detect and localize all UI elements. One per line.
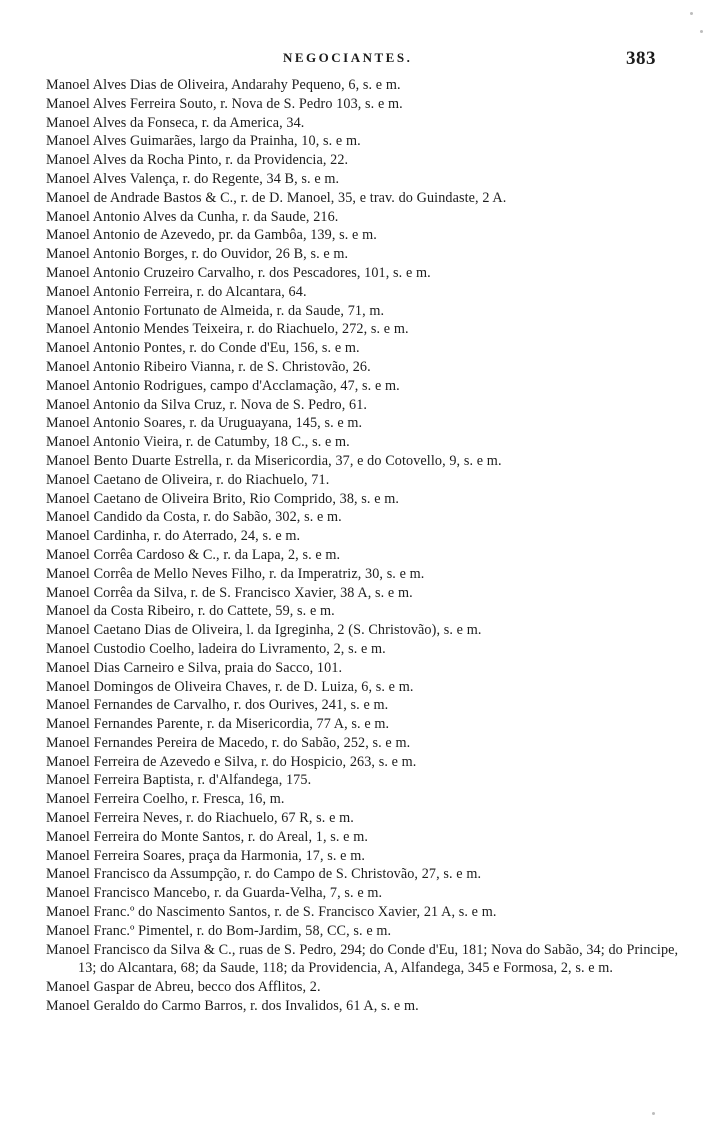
scan-speck: [700, 30, 703, 33]
list-item: Manoel Custodio Coelho, ladeira do Livramento, 2, s. e m.: [46, 640, 386, 657]
list-item: Manoel Alves da Fonseca, r. da America, 34.: [46, 114, 305, 131]
list-item: Manoel Antonio Soares, r. da Uruguayana, 145, s. e m.: [46, 415, 363, 432]
scan-speck: [652, 1112, 655, 1115]
list-item: Manoel Francisco Mancebo, r. da Guarda-Velha, 7, s. e m.: [46, 885, 383, 902]
running-head: [0, 48, 714, 72]
list-item: Manoel da Costa Ribeiro, r. do Cattete, 59, s. e m.: [46, 603, 335, 620]
list-item: Manoel Antonio Mendes Teixeira, r. do Riachuelo, 272, s. e m.: [46, 321, 409, 338]
list-item: Manoel Antonio Alves da Cunha, r. da Saude, 216.: [46, 208, 339, 225]
list-item: Manoel Caetano Dias de Oliveira, l. da Igreginha, 2 (S. Christovão), s. e m.: [46, 622, 482, 639]
list-item: Manoel Antonio Vieira, r. de Catumby, 18 C., s. e m.: [46, 434, 350, 451]
list-item: Manoel Antonio de Azevedo, pr. da Gambôa, 139, s. e m.: [46, 227, 377, 244]
list-item: Manoel Franc.º do Nascimento Santos, r. de S. Francisco Xavier, 21 A, s. e m.: [46, 904, 497, 921]
list-item: Manoel Ferreira de Azevedo e Silva, r. do Hospicio, 263, s. e m.: [46, 753, 417, 770]
list-item: Manoel Antonio Ferreira, r. do Alcantara, 64.: [46, 283, 307, 300]
list-item: Manoel Fernandes Parente, r. da Misericordia, 77 A, s. e m.: [46, 716, 390, 733]
list-item: Manoel Ferreira Soares, praça da Harmonia, 17, s. e m.: [46, 847, 365, 864]
list-item: Manoel Antonio Borges, r. do Ouvidor, 26 B, s. e m.: [46, 246, 349, 263]
list-item: Manoel Cardinha, r. do Aterrado, 24, s. e m.: [46, 528, 301, 545]
list-item: Manoel Antonio Pontes, r. do Conde d'Eu, 156, s. e m.: [46, 340, 360, 357]
list-item: Manoel Franc.º Pimentel, r. do Bom-Jardim, 58, CC, s. e m.: [46, 922, 392, 939]
list-item: Manoel Geraldo do Carmo Barros, r. dos Invalidos, 61 A, s. e m.: [46, 998, 419, 1015]
list-item: Manoel Francisco da Assumpção, r. do Campo de S. Christovão, 27, s. e m.: [46, 866, 482, 883]
scan-speck: [690, 12, 693, 15]
list-item: Manoel Antonio Rodrigues, campo d'Acclamação, 47, s. e m.: [46, 377, 400, 394]
list-item: Manoel de Andrade Bastos & C., r. de D. Manoel, 35, e trav. do Guindaste, 2 A.: [46, 189, 507, 206]
list-item: Manoel Antonio da Silva Cruz, r. Nova de S. Pedro, 61.: [46, 396, 368, 413]
section-title: NEGOCIANTES.: [283, 50, 413, 65]
list-item: Manoel Bento Duarte Estrella, r. da Misericordia, 37, e do Cotovello, 9, s. e m.: [46, 452, 502, 469]
merchant-list: [46, 76, 686, 1016]
list-item: Manoel Alves Guimarães, largo da Prainha, 10, s. e m.: [46, 133, 361, 150]
list-item: Manoel Gaspar de Abreu, becco dos Afflitos, 2.: [46, 979, 321, 996]
list-item: Manoel Antonio Ribeiro Vianna, r. de S. Christovão, 26.: [46, 358, 371, 375]
list-item: Manoel Fernandes Pereira de Macedo, r. do Sabão, 252, s. e m.: [46, 734, 411, 751]
list-item: Manoel Ferreira Coelho, r. Fresca, 16, m.: [46, 791, 285, 808]
page-number: 383: [626, 48, 656, 69]
list-item: Manoel Alves Dias de Oliveira, Andarahy Pequeno, 6, s. e m.: [46, 77, 401, 93]
list-item: Manoel Ferreira Baptista, r. d'Alfandega, 175.: [46, 772, 312, 789]
list-item: Manoel Antonio Fortunato de Almeida, r. da Saude, 71, m.: [46, 302, 385, 319]
list-item: Manoel Francisco da Silva & C., ruas de S. Pedro, 294; do Conde d'Eu, 181; Nova do Sabão, 34; do Principe, 13; do Alcantara, 68; da Saude, 118; da Providencia, A, Alfandega, 345 e Formosa, 2, s. e m.: [46, 941, 679, 977]
list-item: Manoel Corrêa da Silva, r. de S. Francisco Xavier, 38 A, s. e m.: [46, 584, 413, 601]
list-item: Manoel Alves Ferreira Souto, r. Nova de S. Pedro 103, s. e m.: [46, 95, 403, 112]
list-item: Manoel Caetano de Oliveira Brito, Rio Comprido, 38, s. e m.: [46, 490, 400, 507]
list-item: Manoel Ferreira Neves, r. do Riachuelo, 67 R, s. e m.: [46, 810, 354, 827]
list-item: Manoel Corrêa de Mello Neves Filho, r. da Imperatriz, 30, s. e m.: [46, 565, 425, 582]
list-item: Manoel Fernandes de Carvalho, r. dos Ourives, 241, s. e m.: [46, 697, 389, 714]
list-item: Manoel Candido da Costa, r. do Sabão, 302, s. e m.: [46, 509, 342, 526]
list-item: Manoel Dias Carneiro e Silva, praia do Sacco, 101.: [46, 659, 343, 676]
list-item: Manoel Caetano de Oliveira, r. do Riachuelo, 71.: [46, 471, 330, 488]
list-item: Manoel Domingos de Oliveira Chaves, r. de D. Luiza, 6, s. e m.: [46, 678, 414, 695]
list-item: Manoel Alves da Rocha Pinto, r. da Providencia, 22.: [46, 152, 349, 169]
list-item: Manoel Ferreira do Monte Santos, r. do Areal, 1, s. e m.: [46, 828, 368, 845]
list-item: Manoel Antonio Cruzeiro Carvalho, r. dos Pescadores, 101, s. e m.: [46, 264, 431, 281]
list-item: Manoel Corrêa Cardoso & C., r. da Lapa, 2, s. e m.: [46, 546, 341, 563]
list-item: Manoel Alves Valença, r. do Regente, 34 B, s. e m.: [46, 170, 340, 187]
